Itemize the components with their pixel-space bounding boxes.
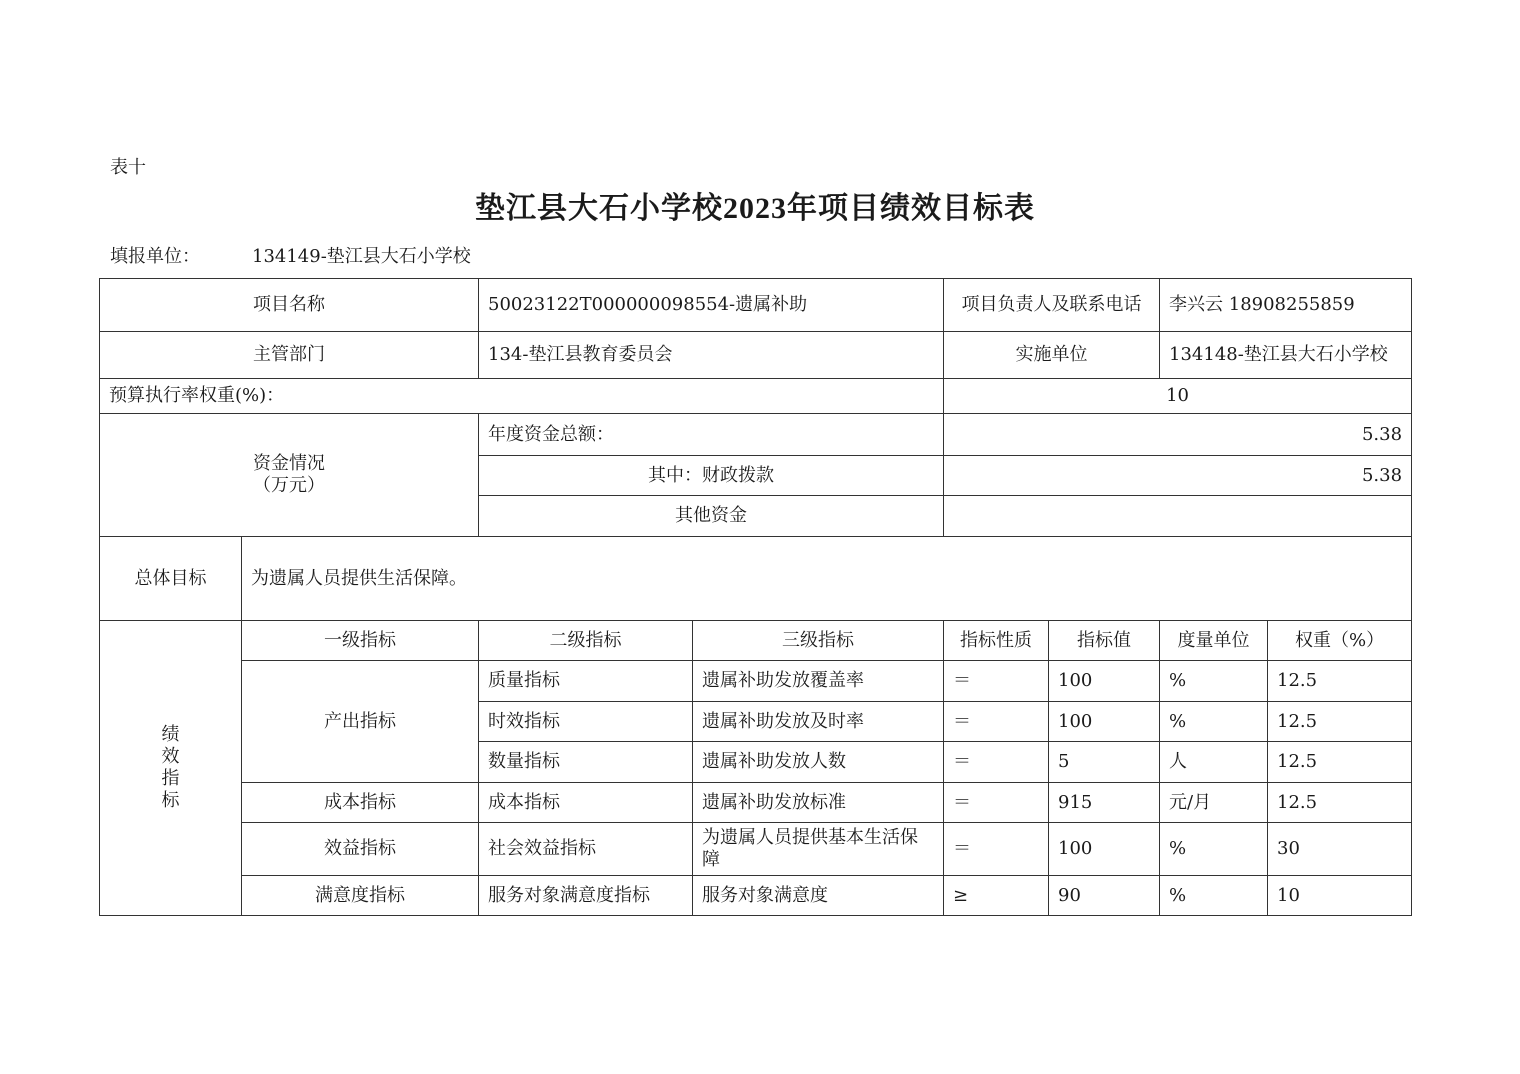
funds-label-line2: （万元）	[253, 475, 325, 496]
table-label: 表十	[110, 157, 146, 178]
funds-label	[100, 414, 479, 537]
funds-other-label: 其他资金	[479, 496, 944, 537]
value-cell: 100	[1049, 702, 1160, 742]
header-weight: 权重（%）	[1268, 621, 1412, 661]
perf-side-char: 标	[161, 790, 180, 811]
perf-side-char: 绩	[161, 724, 180, 745]
project-name-value: 50023122T000000098554-遗属补助	[479, 279, 944, 332]
reporter-value: 134149-垫江县大石小学校	[252, 246, 471, 267]
level2-cell: 质量指标	[479, 661, 693, 702]
weight-cell: 12.5	[1268, 702, 1412, 742]
value-cell: 100	[1049, 661, 1160, 702]
performance-table	[99, 278, 1412, 916]
level3-cell: 遗属补助发放及时率	[693, 702, 944, 742]
funds-other-value	[944, 496, 1412, 537]
funds-fiscal-value: 5.38	[944, 456, 1412, 496]
table-row	[100, 661, 1412, 702]
budget-rate-value: 10	[944, 379, 1412, 414]
value-cell: 90	[1049, 876, 1160, 916]
level2-cell: 成本指标	[479, 783, 693, 823]
nature-cell: ＝	[944, 661, 1049, 702]
leader-label: 项目负责人及联系电话	[944, 279, 1160, 332]
level1-cell: 成本指标	[242, 783, 479, 823]
level2-cell: 数量指标	[479, 742, 693, 783]
level3-cell: 遗属补助发放覆盖率	[693, 661, 944, 702]
project-name-row	[100, 279, 1412, 332]
weight-cell: 10	[1268, 876, 1412, 916]
funds-label-line1: 资金情况	[253, 453, 325, 474]
unit-cell: %	[1160, 702, 1268, 742]
level2-cell: 时效指标	[479, 702, 693, 742]
department-row	[100, 332, 1412, 379]
unit-cell: %	[1160, 661, 1268, 702]
unit-cell: %	[1160, 876, 1268, 916]
level3-cell: 遗属补助发放标准	[693, 783, 944, 823]
weight-cell: 12.5	[1268, 783, 1412, 823]
level1-cell: 效益指标	[242, 823, 479, 876]
funds-total-label: 年度资金总额：	[479, 414, 944, 456]
value-cell: 100	[1049, 823, 1160, 876]
impl-value: 134148-垫江县大石小学校	[1160, 332, 1412, 379]
budget-rate-label: 预算执行率权重(%)：	[100, 379, 944, 414]
table-row	[100, 876, 1412, 916]
level3-cell: 遗属补助发放人数	[693, 742, 944, 783]
perf-header-row	[100, 621, 1412, 661]
unit-cell: %	[1160, 823, 1268, 876]
unit-cell: 人	[1160, 742, 1268, 783]
reporter-label: 填报单位：	[110, 246, 200, 267]
table-row	[100, 783, 1412, 823]
header-level1: 一级指标	[242, 621, 479, 661]
level2-cell: 社会效益指标	[479, 823, 693, 876]
header-nature: 指标性质	[944, 621, 1049, 661]
project-name-label: 项目名称	[100, 279, 479, 332]
header-unit: 度量单位	[1160, 621, 1268, 661]
value-cell: 5	[1049, 742, 1160, 783]
weight-cell: 12.5	[1268, 742, 1412, 783]
goal-label: 总体目标	[100, 537, 242, 621]
header-level2: 二级指标	[479, 621, 693, 661]
value-cell: 915	[1049, 783, 1160, 823]
page-title: 垫江县大石小学校2023年项目绩效目标表	[475, 192, 1035, 225]
impl-label: 实施单位	[944, 332, 1160, 379]
goal-text: 为遗属人员提供生活保障。	[242, 537, 1412, 621]
leader-value: 李兴云 18908255859	[1160, 279, 1412, 332]
weight-cell: 12.5	[1268, 661, 1412, 702]
funds-total-value: 5.38	[944, 414, 1412, 456]
funds-total-row	[100, 414, 1412, 456]
budget-rate-row	[100, 379, 1412, 414]
nature-cell: ≥	[944, 876, 1049, 916]
perf-side-label	[100, 621, 242, 916]
level3-cell: 为遗属人员提供基本生活保障	[693, 823, 944, 876]
nature-cell: ＝	[944, 702, 1049, 742]
dept-value: 134-垫江县教育委员会	[479, 332, 944, 379]
nature-cell: ＝	[944, 823, 1049, 876]
funds-fiscal-label: 其中：财政拨款	[479, 456, 944, 496]
header-level3: 三级指标	[693, 621, 944, 661]
nature-cell: ＝	[944, 742, 1049, 783]
perf-side-char: 指	[161, 768, 180, 789]
unit-cell: 元/月	[1160, 783, 1268, 823]
dept-label: 主管部门	[100, 332, 479, 379]
perf-side-char: 效	[161, 746, 180, 767]
overall-goal-row	[100, 537, 1412, 621]
level2-cell: 服务对象满意度指标	[479, 876, 693, 916]
nature-cell: ＝	[944, 783, 1049, 823]
header-value: 指标值	[1049, 621, 1160, 661]
weight-cell: 30	[1268, 823, 1412, 876]
level3-cell: 服务对象满意度	[693, 876, 944, 916]
level1-cell: 满意度指标	[242, 876, 479, 916]
level1-cell: 产出指标	[242, 661, 479, 783]
table-row	[100, 823, 1412, 876]
reporter-line	[110, 242, 471, 268]
